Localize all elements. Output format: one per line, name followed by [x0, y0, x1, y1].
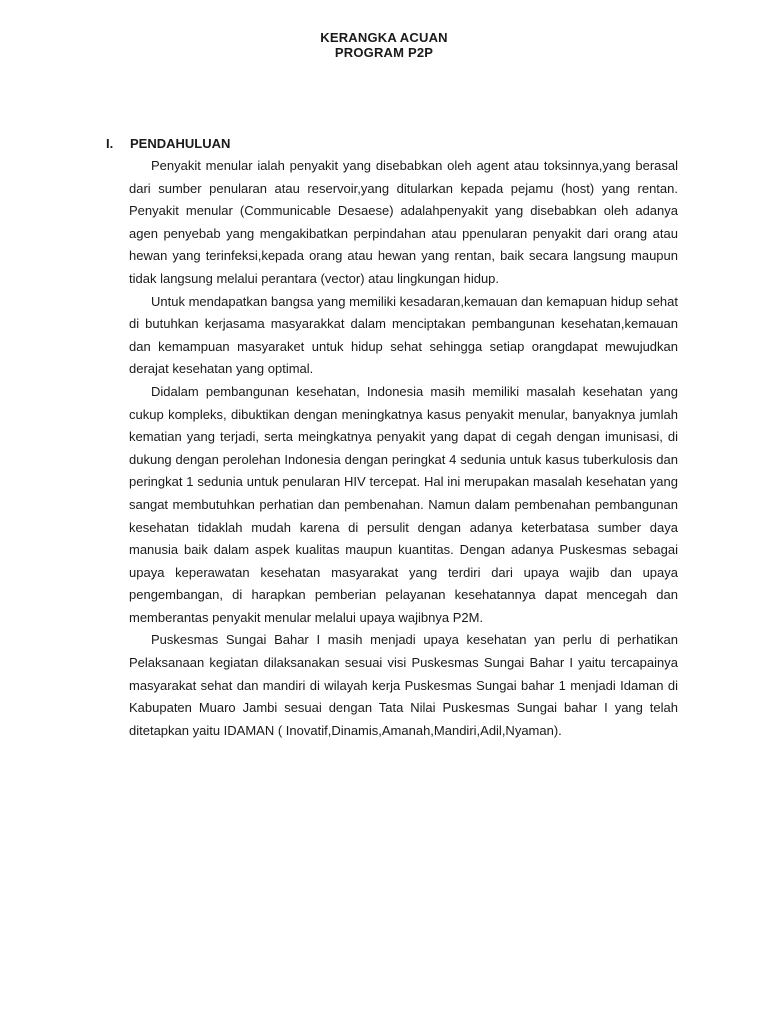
paragraph-3: Didalam pembangunan kesehatan, Indonesia masih memiliki masalah kesehatan yang cukup kompleks, dibuktikan dengan meningkatnya kasus penyakit menular, banyaknya jumlah kematian yang terjadi, serta meingkatnya penyakit yang dapat di cegah dengan imunisasi, di dukung dengan perolehan Indonesia dengan peringkat 4 sedunia untuk kasus tuberkulosis dan peringkat 1 sedunia untuk penularan HIV tercepat. Hal ini merupakan masalah kesehatan yang sangat membutuhkan perhatian dan pembenahan. Namun dalam pembenahan pembangunan kesehatan tidaklah mudah karena di persulit dengan adanya keterbatasa sumber daya manusia baik dalam aspek kualitas maupun kuantitas. Dengan adanya Puskesmas sebagai upaya keperawatan kesehatan masyarakat yang terdiri dari upaya wajib dan upaya pengembangan, di harapkan pemberian pelayanan kesehatannya dapat mencegah dan memberantas penyakit menular melalui upaya wajibnya P2M. — [129, 383, 678, 625]
title-line-2: PROGRAM P2P — [334, 45, 434, 60]
section-heading — [106, 136, 230, 152]
section-number: I. — [106, 136, 114, 151]
section-title: PENDAHULUAN — [130, 136, 231, 151]
title-line-1: KERANGKA ACUAN — [320, 30, 448, 45]
section-body — [129, 155, 678, 742]
document-title — [0, 30, 768, 60]
paragraph-1: Penyakit menular ialah penyakit yang disebabkan oleh agent atau toksinnya,yang berasal dari sumber penularan atau reservoir,yang ditularkan kepada pejamu (host) yang rentan. Penyakit menular (Communicable Desaese) adalahpenyakit yang disebabkan oleh adanya agen penyebab yang mengakibatkan perpindahan atau ppenularan penyakit dari orang atau hewan yang terinfeksi,kepada orang atau hewan yang rentan, baik secara langsung maupun tidak langsung melalui perantara (vector) atau lingkungan hidup. — [129, 158, 678, 286]
paragraph-2: Untuk mendapatkan bangsa yang memiliki kesadaran,kemauan dan kemapuan hidup sehat di butuhkan kerjasama masyarakkat dalam menciptakan pembangunan kesehatan,kemauan dan kemampuan masyaraket untuk hidup sehat sehingga setiap orangdapat mewujudkan derajat kesehatan yang optimal. — [129, 293, 678, 377]
paragraph-4: Puskesmas Sungai Bahar I masih menjadi upaya kesehatan yan perlu di perhatikan Pelaksanaan kegiatan dilaksanakan sesuai visi Puskesmas Sungai Bahar I yaitu tercapainya masyarakat sehat dan mandiri di wilayah kerja Puskesmas Sungai bahar 1 menjadi Idaman di Kabupaten Muaro Jambi sesuai dengan Tata Nilai Puskesmas Sungai bahar I yang telah ditetapkan yaitu IDAMAN ( Inovatif,Dinamis,Amanah,Mandiri,Adil,Nyaman). — [129, 632, 678, 738]
